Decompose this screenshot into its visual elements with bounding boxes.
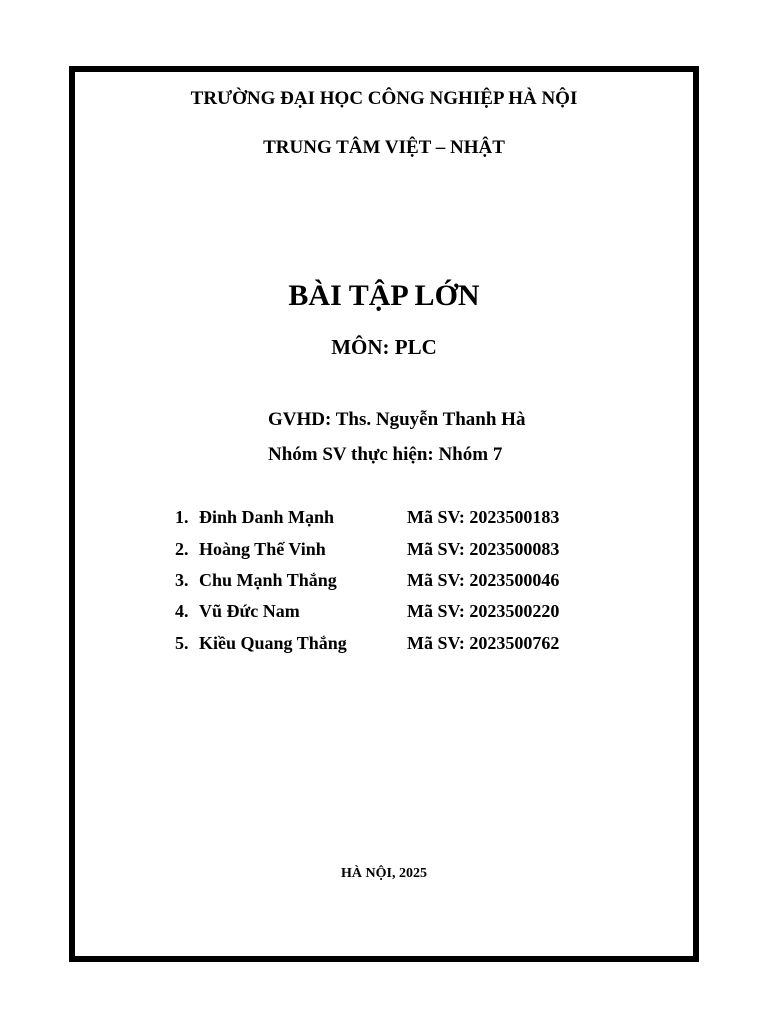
member-number: 3. bbox=[175, 570, 189, 590]
member-student-id: Mã SV: 2023500083 bbox=[407, 539, 560, 559]
member-name: Vũ Đức Nam bbox=[199, 601, 300, 621]
page-border bbox=[69, 66, 699, 962]
document-title: BÀI TẬP LỚN bbox=[288, 279, 480, 312]
advisor-line: GVHD: Ths. Nguyễn Thanh Hà bbox=[268, 409, 526, 430]
member-student-id: Mã SV: 2023500762 bbox=[407, 633, 560, 653]
member-number: 5. bbox=[175, 633, 189, 653]
member-name: Kiều Quang Thắng bbox=[199, 633, 347, 653]
subject-line: MÔN: PLC bbox=[331, 335, 437, 359]
member-name: Hoàng Thế Vinh bbox=[199, 539, 326, 559]
member-number: 1. bbox=[175, 507, 189, 527]
member-name: Chu Mạnh Thắng bbox=[199, 570, 337, 590]
member-student-id: Mã SV: 2023500220 bbox=[407, 601, 560, 621]
member-student-id: Mã SV: 2023500183 bbox=[407, 507, 560, 527]
university-name: TRƯỜNG ĐẠI HỌC CÔNG NGHIỆP HÀ NỘI bbox=[190, 88, 578, 109]
center-name: TRUNG TÂM VIỆT – NHẬT bbox=[263, 137, 505, 158]
place-and-year: HÀ NỘI, 2025 bbox=[341, 866, 427, 881]
member-student-id: Mã SV: 2023500046 bbox=[407, 570, 560, 590]
member-name: Đinh Danh Mạnh bbox=[199, 507, 335, 527]
member-number: 4. bbox=[175, 601, 189, 621]
member-number: 2. bbox=[175, 539, 189, 559]
group-line: Nhóm SV thực hiện: Nhóm 7 bbox=[268, 444, 503, 465]
